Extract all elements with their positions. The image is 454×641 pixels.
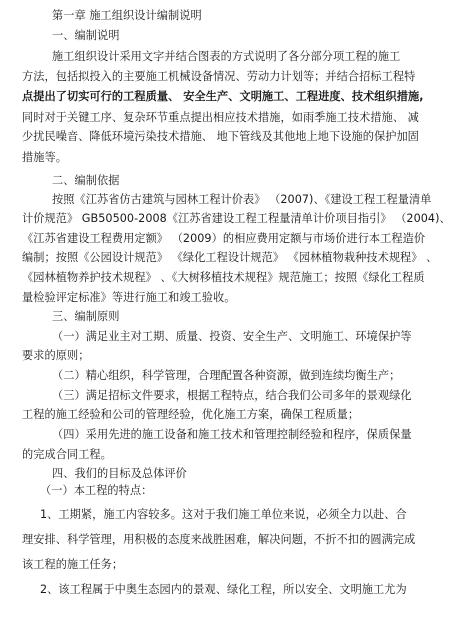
text-line: 《江苏省建设工程费用定额》 （2009）的相应费用定额与市场价进行本工程造价 [22,232,426,245]
text-line: 要求的原则； [22,349,90,362]
text-line: 点提出了切实可行的工程质量、 安全生产、文明施工、工程进度、技术组织措施, [22,90,424,103]
text-line: 按照《江苏省仿古建筑与园林工程计价表》 （2007)、《建设工程工程量清单 [52,193,432,206]
text-line: 二、编制依据 [52,174,120,187]
text-line: 四、我们的目标及总体评价 [52,467,187,480]
text-line: （一）满足业主对工期、质量、投资、安全生产、文明施工、环境保护等 [52,330,412,343]
text-line: 同时对于关键工序、复杂环节重点提出相应技术措施，如雨季施工技术措施、 减 [22,111,419,124]
text-line: 计价规范》 GB50500-2008《江苏省建设工程工程量清单计价项目指引》 （2004)、 [22,212,451,225]
text-line: 《园林植物养护技术规程》 、《大树移植技术规程》规范施工；按照《绿化工程质 [22,271,425,284]
text-line: 方法，包括拟投入的主要施工机械设备情况、劳动力计划等；并结合招标工程特 [22,70,416,83]
text-line: 2、该工程属于中奥生态园内的景观、绿化工程，所以安全、文明施工尤为 [40,583,407,596]
text-line: 施工组织设计采用文字并结合图表的方式说明了各分部分项工程的施工 [52,50,401,63]
text-line: 量检验评定标准》等进行施工和竣工验收。 [22,291,236,304]
text-line: 少扰民噪音、降低环境污染技术措施、 地下管线及其他地上地下设施的保护加固 [22,130,419,143]
text-line: 三、编制原则 [52,310,120,323]
text-line: 第一章 施工组织设计编制说明 [52,9,202,22]
text-line: （一）本工程的特点： [40,484,153,497]
text-line: （四）采用先进的施工设备和施工技术和管理控制经验和程序，保质保量 [52,428,412,441]
text-line: 该工程的施工任务； [22,558,124,571]
text-line: （三）满足招标文件要求，根据工程特点，结合我们公司多年的景观绿化 [52,389,412,402]
text-line: 工程的施工经验和公司的管理经验，优化施工方案，确保工程质量； [22,408,360,421]
text-line: 编制；按照《公园设计规范》 《绿化工程设计规范》 《园林植物栽种技术规程》 、 [22,251,438,264]
text-line: 一、编制说明 [52,29,120,42]
text-line: 1、工期紧，施工内容较多。这对于我们施工单位来说，必须全力以赴、合 [40,508,407,521]
text-line: 理安排、科学管理，用积极的态度来战胜困难，解决问题，不折不扣的圆满完成 [22,533,416,546]
text-line: 措施等。 [22,151,67,164]
text-line: （二）精心组织，科学管理，合理配置各种资源，做到连续均衡生产； [52,369,401,382]
text-line: 的完成合同工程。 [22,448,112,461]
